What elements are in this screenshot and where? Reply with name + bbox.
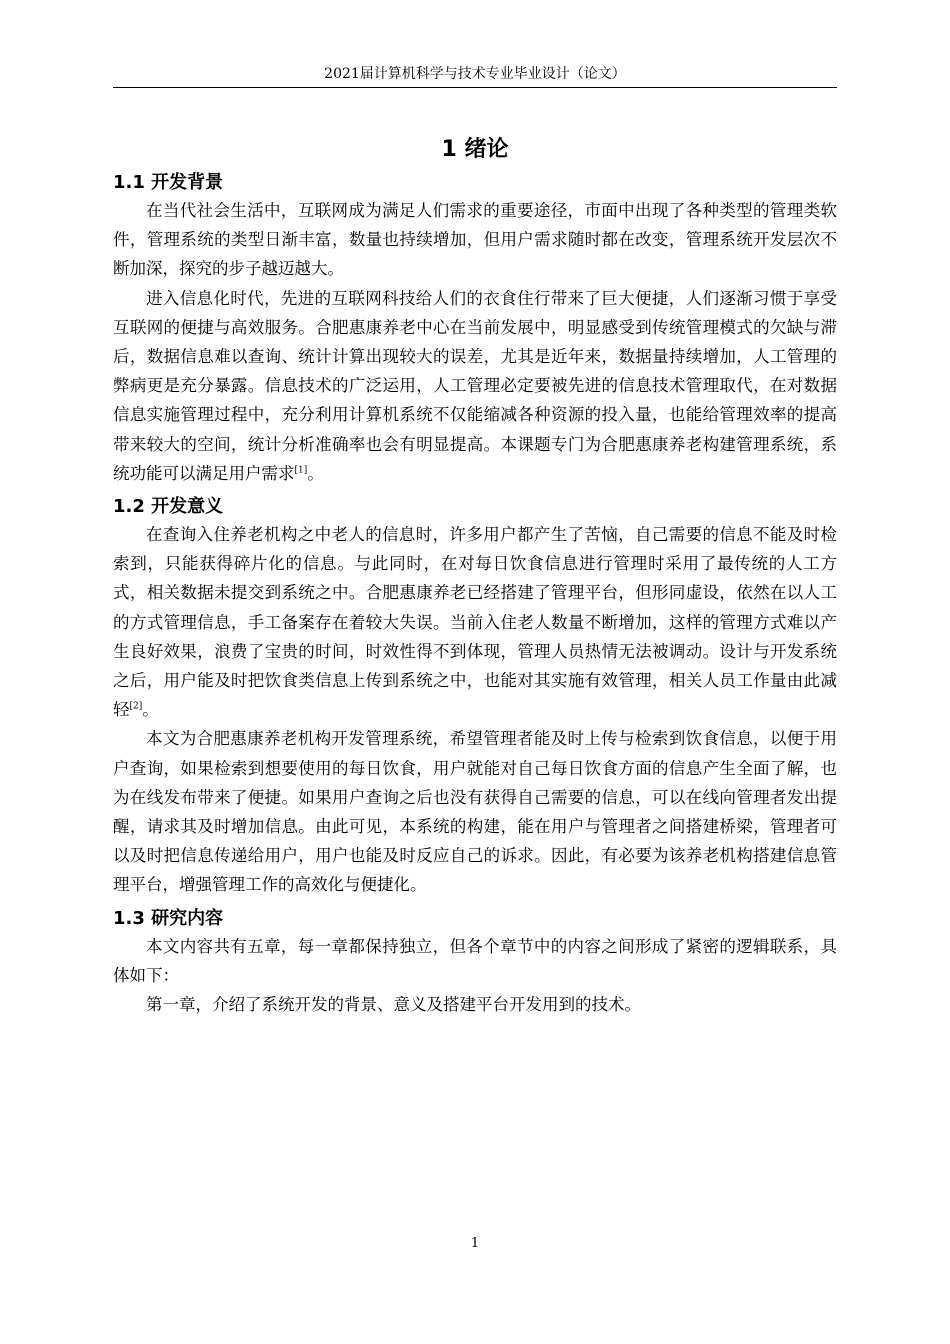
section-heading: 1.1 开发背景 <box>113 172 224 193</box>
body-paragraph <box>113 990 837 1019</box>
paragraph-text: 进入信息化时代，先进的互联网科技给人们的衣食住行带来了巨大便捷，人们逐渐习惯于享受互联网的便捷与高效服务。合肥惠康养老中心在当前发展中，明显感受到传统管理模式的欠缺与滞后，数据信息难以查询、统计计算出现较大的误差，尤其是近年来，数据量持续增加，人工管理的弊病更是充分暴露。信息技术的广泛运用，人工管理必定要被先进的信息技术管理取代，在对数据信息实施管理过程中，充分利用计算机系统不仅能缩减各种资源的投入量，也能给管理效率的提高带来较大的空间，统计分析准确率也会有明显提高。本课题专门为合肥惠康养老构建管理系统，系统功能可以满足用户需求 <box>113 288 837 483</box>
body-paragraph <box>113 724 837 899</box>
paragraph-text: 在查询入住养老机构之中老人的信息时，许多用户都产生了苦恼，自己需要的信息不能及时检索到，只能获得碎片化的信息。与此同时，在对每日饮食信息进行管理时采用了最传统的人工方式，相关数据未提交到系统之中。合肥惠康养老已经搭建了管理平台，但形同虚设，依然在以人工的方式管理信息，手工备案存在着较大失误。当前入住老人数量不断增加，这样的管理方式难以产生良好效果，浪费了宝贵的时间，时效性得不到体现，管理人员热情无法被调动。设计与开发系统之后，用户能及时把饮食类信息上传到系统之中，也能对其实施有效管理，相关人员工作量由此减轻 <box>113 525 837 720</box>
section-heading: 1.2 开发意义 <box>113 496 224 518</box>
header-rule <box>113 87 837 88</box>
paragraph-text: 本文为合肥惠康养老机构开发管理系统，希望管理者能及时上传与检索到饮食信息，以便于用户查询，如果检索到想要使用的每日饮食，用户就能对自己每日饮食方面的信息产生全面了解，也为在线发布带来了便捷。如果用户查询之后也没有获得自己需要的信息，可以在线向管理者发出提醒，请求其及时增加信息。由此可见，本系统的构建，能在用户与管理者之间搭建桥梁，管理者可以及时把信息传递给用户，用户也能及时反应自己的诉求。因此，有必要为该养老机构搭建信息管理平台，增强管理工作的高效化与便捷化。 <box>113 729 837 895</box>
main-content <box>113 130 837 1019</box>
paragraph-tail: 。 <box>307 463 324 483</box>
body-paragraph <box>113 284 837 488</box>
section-heading: 1.3 研究内容 <box>113 907 224 929</box>
body-paragraph <box>113 520 837 724</box>
body-paragraph <box>113 932 837 990</box>
body-paragraph <box>113 196 837 284</box>
citation-ref: [1] <box>294 465 308 476</box>
citation-ref: [2] <box>129 701 143 712</box>
running-header: 2021届计算机科学与技术专业毕业设计（论文） <box>324 66 626 82</box>
page-number: 1 <box>470 1236 480 1251</box>
paragraph-text: 在当代社会生活中，互联网成为满足人们需求的重要途径，市面中出现了各种类型的管理类软件，管理系统的类型日渐丰富，数量也持续增加，但用户需求随时都在改变，管理系统开发层次不断加深，探究的步子越迈越大。 <box>113 201 837 279</box>
paragraph-text: 本文内容共有五章，每一章都保持独立，但各个章节中的内容之间形成了紧密的逻辑联系，具体如下： <box>113 936 837 985</box>
paragraph-tail: 。 <box>142 700 159 720</box>
chapter-title: 1 绪论 <box>441 137 509 162</box>
paragraph-text: 第一章，介绍了系统开发的背景、意义及搭建平台开发用到的技术。 <box>146 995 641 1015</box>
